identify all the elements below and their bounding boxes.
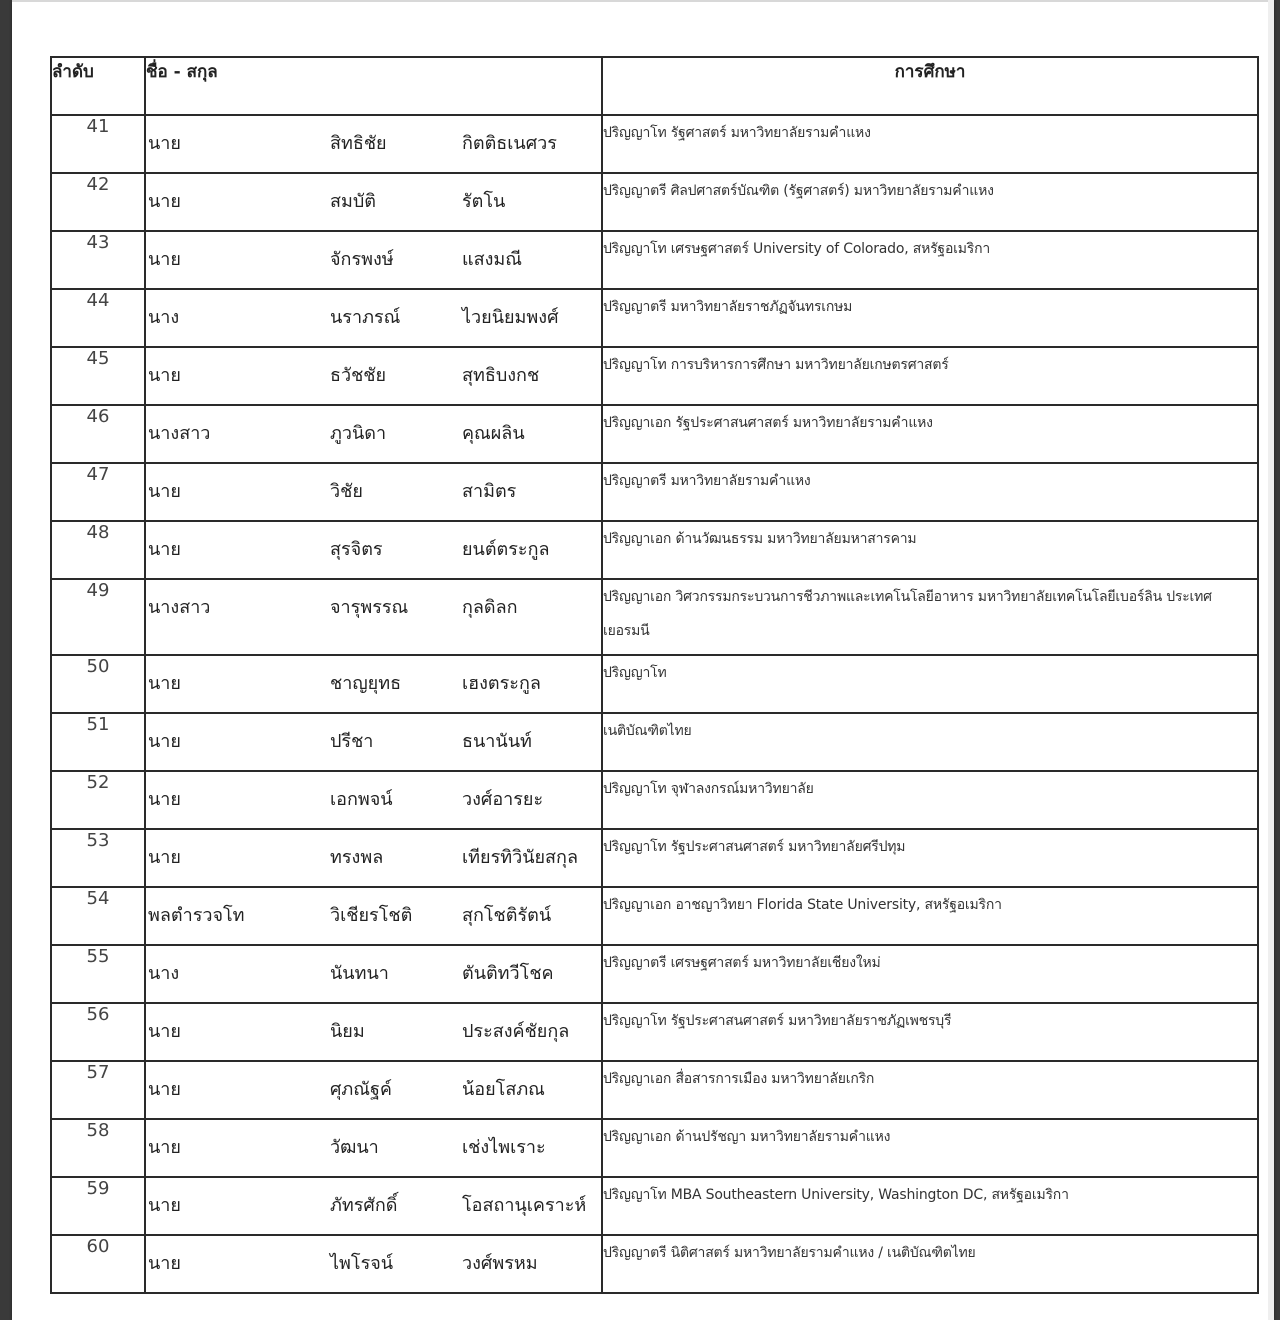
- name-title: นาย: [148, 1021, 181, 1042]
- row-education: ปริญญาเอก ด้านวัฒนธรรม มหาวิทยาลัยมหาสารคาม: [602, 521, 1258, 579]
- row-order-number: 41: [51, 115, 145, 173]
- row-order-number: 60: [51, 1235, 145, 1293]
- first-name: สิทธิชัย: [330, 133, 387, 154]
- row-order-number: 48: [51, 521, 145, 579]
- row-education: ปริญญาโท จุฬาลงกรณ์มหาวิทยาลัย: [602, 771, 1258, 829]
- table-row: [51, 231, 1258, 289]
- name-title: นาย: [148, 789, 181, 810]
- table-row: [51, 1119, 1258, 1177]
- table-row: [51, 1235, 1258, 1293]
- row-education: เนติบัณฑิตไทย: [602, 713, 1258, 771]
- row-order-number: 46: [51, 405, 145, 463]
- first-name: จักรพงษ์: [330, 249, 394, 270]
- row-name-cell: [145, 771, 602, 829]
- row-name-cell: [145, 463, 602, 521]
- name-title: นาย: [148, 1253, 181, 1274]
- name-title: นาย: [148, 847, 181, 868]
- row-education: ปริญญาตรี เศรษฐศาสตร์ มหาวิทยาลัยเชียงใหม่: [602, 945, 1258, 1003]
- table-header-row: [51, 57, 1258, 115]
- first-name: จารุพรรณ: [330, 597, 409, 618]
- first-name: วัฒนา: [330, 1137, 379, 1158]
- last-name: วงศ์อารยะ: [462, 789, 544, 810]
- first-name: ภัทรศักดิ์: [330, 1195, 398, 1216]
- row-order-number: 52: [51, 771, 145, 829]
- first-name: ปรีชา: [330, 731, 374, 752]
- last-name: วงศ์พรหม: [462, 1253, 538, 1274]
- row-name-cell: [145, 521, 602, 579]
- table-row: [51, 945, 1258, 1003]
- row-name-cell: [145, 405, 602, 463]
- row-order-number: 45: [51, 347, 145, 405]
- row-order-number: 53: [51, 829, 145, 887]
- row-education: ปริญญาโท รัฐประศาสนศาสตร์ มหาวิทยาลัยศรีปทุม: [602, 829, 1258, 887]
- roster-table: [50, 56, 1259, 1294]
- table-row: [51, 655, 1258, 713]
- name-title: นาย: [148, 481, 181, 502]
- table-row: [51, 115, 1258, 173]
- table-row: [51, 829, 1258, 887]
- row-education: ปริญญาตรี ศิลปศาสตร์บัณฑิต (รัฐศาสตร์) มหาวิทยาลัยรามคำแหง: [602, 173, 1258, 231]
- row-education: ปริญญาโท เศรษฐศาสตร์ University of Colorado, สหรัฐอเมริกา: [602, 231, 1258, 289]
- last-name: ไวยนิยมพงศ์: [462, 307, 559, 328]
- row-education: ปริญญาเอก รัฐประศาสนศาสตร์ มหาวิทยาลัยรามคำแหง: [602, 405, 1258, 463]
- first-name: นันทนา: [330, 963, 389, 984]
- row-order-number: 47: [51, 463, 145, 521]
- name-title: นาย: [148, 133, 181, 154]
- row-name-cell: [145, 1061, 602, 1119]
- row-education: ปริญญาตรี มหาวิทยาลัยราชภัฏจันทรเกษม: [602, 289, 1258, 347]
- row-name-cell: [145, 579, 602, 655]
- row-order-number: 54: [51, 887, 145, 945]
- row-name-cell: [145, 1003, 602, 1061]
- row-education: ปริญญาตรี มหาวิทยาลัยรามคำแหง: [602, 463, 1258, 521]
- row-name-cell: [145, 1235, 602, 1293]
- row-order-number: 42: [51, 173, 145, 231]
- row-name-cell: [145, 173, 602, 231]
- last-name: เฮงตระกูล: [462, 673, 541, 694]
- first-name: สุรจิตร: [330, 539, 383, 560]
- last-name: โอสถานุเคราะห์: [462, 1195, 587, 1216]
- table-row: [51, 771, 1258, 829]
- name-title: นาย: [148, 249, 181, 270]
- page-right-edge: [1268, 0, 1274, 1320]
- table-row: [51, 347, 1258, 405]
- row-education: ปริญญาโท MBA Southeastern University, Washington DC, สหรัฐอเมริกา: [602, 1177, 1258, 1235]
- table-row: [51, 713, 1258, 771]
- row-order-number: 50: [51, 655, 145, 713]
- last-name: ยนต์ตระกูล: [462, 539, 550, 560]
- row-name-cell: [145, 887, 602, 945]
- row-name-cell: [145, 231, 602, 289]
- row-name-cell: [145, 1119, 602, 1177]
- last-name: รัตโน: [462, 191, 506, 212]
- name-title: นาย: [148, 1079, 181, 1100]
- document-page: [12, 0, 1274, 1320]
- last-name: กิตติธเนศวร: [462, 133, 557, 154]
- row-name-cell: [145, 655, 602, 713]
- row-education: ปริญญาโท รัฐศาสตร์ มหาวิทยาลัยรามคำแหง: [602, 115, 1258, 173]
- first-name: นิยม: [330, 1021, 365, 1042]
- first-name: ไพโรจน์: [330, 1253, 394, 1274]
- first-name: วิชัย: [330, 481, 363, 502]
- table-row: [51, 521, 1258, 579]
- row-name-cell: [145, 347, 602, 405]
- last-name: กุลดิลก: [462, 597, 518, 618]
- first-name: ภูวนิดา: [330, 423, 387, 444]
- row-name-cell: [145, 115, 602, 173]
- row-education: ปริญญาโท: [602, 655, 1258, 713]
- table-body: [51, 115, 1258, 1293]
- table-row: [51, 405, 1258, 463]
- row-order-number: 59: [51, 1177, 145, 1235]
- header-name: ชื่อ - สกุล: [145, 57, 602, 115]
- table-row: [51, 463, 1258, 521]
- name-title: นาย: [148, 673, 181, 694]
- row-order-number: 58: [51, 1119, 145, 1177]
- first-name: สมบัติ: [330, 191, 376, 212]
- table-row: [51, 289, 1258, 347]
- name-title: นาง: [148, 307, 180, 328]
- name-title: นาย: [148, 1195, 181, 1216]
- row-education: ปริญญาเอก สื่อสารการเมือง มหาวิทยาลัยเกริก: [602, 1061, 1258, 1119]
- last-name: ประสงค์ชัยกุล: [462, 1021, 570, 1042]
- name-title: นาย: [148, 365, 181, 386]
- last-name: สามิตร: [462, 481, 517, 502]
- first-name: ทรงพล: [330, 847, 384, 868]
- table-row: [51, 173, 1258, 231]
- row-name-cell: [145, 713, 602, 771]
- last-name: แสงมณี: [462, 249, 522, 270]
- name-title: นางสาว: [148, 597, 211, 618]
- name-title: นาง: [148, 963, 180, 984]
- page-top-border: [12, 0, 1274, 2]
- row-education: ปริญญาเอก ด้านปรัชญา มหาวิทยาลัยรามคำแหง: [602, 1119, 1258, 1177]
- table-row: [51, 887, 1258, 945]
- row-order-number: 49: [51, 579, 145, 655]
- header-order: ลำดับ: [51, 57, 145, 115]
- first-name: ชาญยุทธ: [330, 673, 402, 694]
- name-title: นางสาว: [148, 423, 211, 444]
- name-title: นาย: [148, 191, 181, 212]
- row-name-cell: [145, 945, 602, 1003]
- name-title: พลตำรวจโท: [148, 905, 245, 926]
- last-name: ตันติทวีโชค: [462, 963, 554, 984]
- first-name: ศุภณัฐค์: [330, 1079, 392, 1100]
- last-name: เทียรทิวินัยสกุล: [462, 847, 578, 868]
- table-row: [51, 1003, 1258, 1061]
- row-order-number: 56: [51, 1003, 145, 1061]
- row-education: ปริญญาตรี นิติศาสตร์ มหาวิทยาลัยรามคำแหง / เนติบัณฑิตไทย: [602, 1235, 1258, 1293]
- row-education: ปริญญาโท การบริหารการศึกษา มหาวิทยาลัยเกษตรศาสตร์: [602, 347, 1258, 405]
- table-row: [51, 579, 1258, 655]
- first-name: วิเชียรโชติ: [330, 905, 413, 926]
- last-name: สุกโชติรัตน์: [462, 905, 552, 926]
- row-name-cell: [145, 289, 602, 347]
- row-education: ปริญญาโท รัฐประศาสนศาสตร์ มหาวิทยาลัยราชภัฏเพชรบุรี: [602, 1003, 1258, 1061]
- row-name-cell: [145, 829, 602, 887]
- row-order-number: 43: [51, 231, 145, 289]
- last-name: เช่งไพเราะ: [462, 1137, 546, 1158]
- first-name: เอกพจน์: [330, 789, 393, 810]
- row-education: ปริญญาเอก อาชญาวิทยา Florida State University, สหรัฐอเมริกา: [602, 887, 1258, 945]
- first-name: นราภรณ์: [330, 307, 401, 328]
- table-row: [51, 1177, 1258, 1235]
- last-name: คุณผลิน: [462, 423, 525, 444]
- header-education: การศึกษา: [602, 57, 1258, 115]
- table-row: [51, 1061, 1258, 1119]
- last-name: ธนานันท์: [462, 731, 532, 752]
- last-name: น้อยโสภณ: [462, 1079, 545, 1100]
- row-order-number: 55: [51, 945, 145, 1003]
- first-name: ธวัชชัย: [330, 365, 387, 386]
- row-order-number: 44: [51, 289, 145, 347]
- row-education: ปริญญาเอก วิศวกรรมกระบวนการชีวภาพและเทคโนโลยีอาหาร มหาวิทยาลัยเทคโนโลยีเบอร์ลิน ประเทศเยอรมนี: [602, 579, 1258, 655]
- name-title: นาย: [148, 539, 181, 560]
- row-order-number: 57: [51, 1061, 145, 1119]
- last-name: สุทธิบงกช: [462, 365, 540, 386]
- name-title: นาย: [148, 1137, 181, 1158]
- name-title: นาย: [148, 731, 181, 752]
- row-order-number: 51: [51, 713, 145, 771]
- row-name-cell: [145, 1177, 602, 1235]
